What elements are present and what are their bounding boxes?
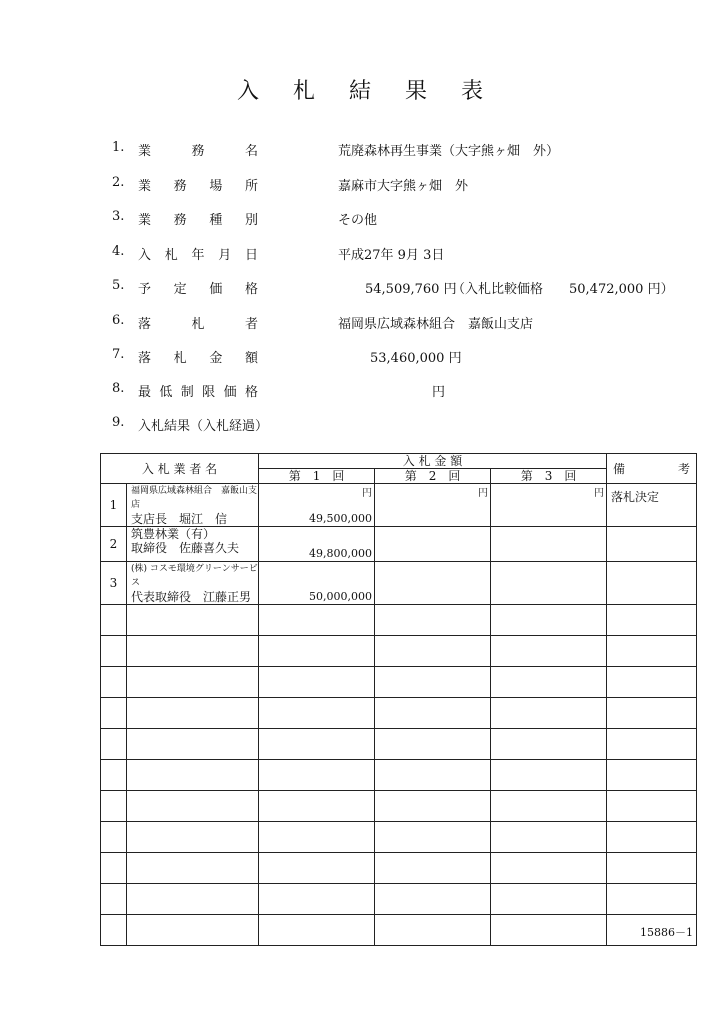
round-1-amount: 49,800,000	[309, 547, 373, 560]
info-row-bid-date: 4. 入 札 年 月 日 平成27年 9月 3日	[112, 244, 445, 263]
bidder-company: (株) コスモ環境グリーンサービス	[131, 564, 258, 588]
table-row: 2 筑豊林業（有） 取締役 佐藤喜久夫 49,800,000	[101, 527, 697, 562]
table-row-empty	[101, 667, 697, 698]
remark-cell: 落札決定	[607, 484, 697, 527]
planned-price-value: 54,509,760 円	[365, 282, 457, 297]
bidder-company: 筑豊林業（有）	[131, 527, 216, 541]
winning-amount-value: 53,460,000 円	[370, 351, 462, 366]
table-row-empty	[101, 853, 697, 884]
bidder-company: 福岡県広域森林組合 嘉飯山支店	[131, 486, 258, 510]
round-2-header: 第 2 回	[375, 469, 491, 484]
bidder-representative: 代表取締役 江藤正男	[131, 590, 252, 604]
info-row-winner: 6. 落 札 者 福岡県広域森林組合 嘉飯山支店	[112, 313, 534, 332]
bid-date-value: 平成27年 9月 3日	[338, 248, 445, 263]
info-row-task-type: 3. 業 務 種 別 その他	[112, 209, 378, 228]
bidder-representative: 支店長 堀江 信	[131, 512, 228, 526]
comparison-price-note: （入札比較価格 50,472,000 円）	[452, 282, 674, 297]
bid-results-table	[100, 453, 697, 946]
round-1-amount: 50,000,000	[309, 590, 373, 603]
table-row-empty	[101, 915, 697, 946]
task-location-value: 嘉麻市大字熊ヶ畑 外	[338, 179, 469, 194]
winner-value: 福岡県広域森林組合 嘉飯山支店	[338, 317, 534, 332]
task-name-value: 荒廃森林再生事業（大字熊ヶ畑 外）	[338, 144, 560, 159]
page-title: 入札結果表	[236, 79, 517, 104]
table-row-empty	[101, 605, 697, 636]
table-row-empty	[101, 698, 697, 729]
info-row-bid-results: 9. 入札結果（入札経過）	[112, 415, 269, 434]
table-row-empty	[101, 884, 697, 915]
table-row: 1 福岡県広域森林組合 嘉飯山支店 支店長 堀江 信 円 49,500,000 円 円 落札決定	[101, 484, 697, 527]
remarks-header: 備 考	[607, 454, 697, 484]
round-1-amount: 49,500,000	[309, 512, 373, 525]
info-row-minimum-price: 8. 最 低 制 限 価 格 円	[112, 381, 446, 400]
info-row-planned-price: 5. 予 定 価 格 54,509,760 円 （入札比較価格 50,472,000 円）	[112, 278, 674, 297]
bidder-representative: 取締役 佐藤喜久夫	[131, 541, 240, 555]
info-row-winning-amount: 7. 落 札 金 額 53,460,000 円	[112, 347, 462, 366]
table-row-empty	[101, 636, 697, 667]
minimum-price-value: 円	[432, 385, 446, 400]
table-row: 3 (株) コスモ環境グリーンサービス 代表取締役 江藤正男 50,000,000	[101, 562, 697, 605]
table-row-empty	[101, 760, 697, 791]
table-row-empty	[101, 822, 697, 853]
amount-header: 入 札 金 額	[259, 454, 607, 469]
task-type-value: その他	[338, 213, 378, 228]
info-row-task-name: 1. 業 務 名 荒廃森林再生事業（大字熊ヶ畑 外）	[112, 140, 560, 159]
table-row-empty	[101, 791, 697, 822]
bidder-header: 入 札 業 者 名	[101, 454, 259, 484]
table-row-empty	[101, 729, 697, 760]
info-row-task-location: 2. 業 務 場 所 嘉麻市大字熊ヶ畑 外	[112, 175, 469, 194]
round-3-header: 第 3 回	[491, 469, 607, 484]
document-number: 15886－1	[640, 926, 693, 939]
round-1-header: 第 1 回	[259, 469, 375, 484]
